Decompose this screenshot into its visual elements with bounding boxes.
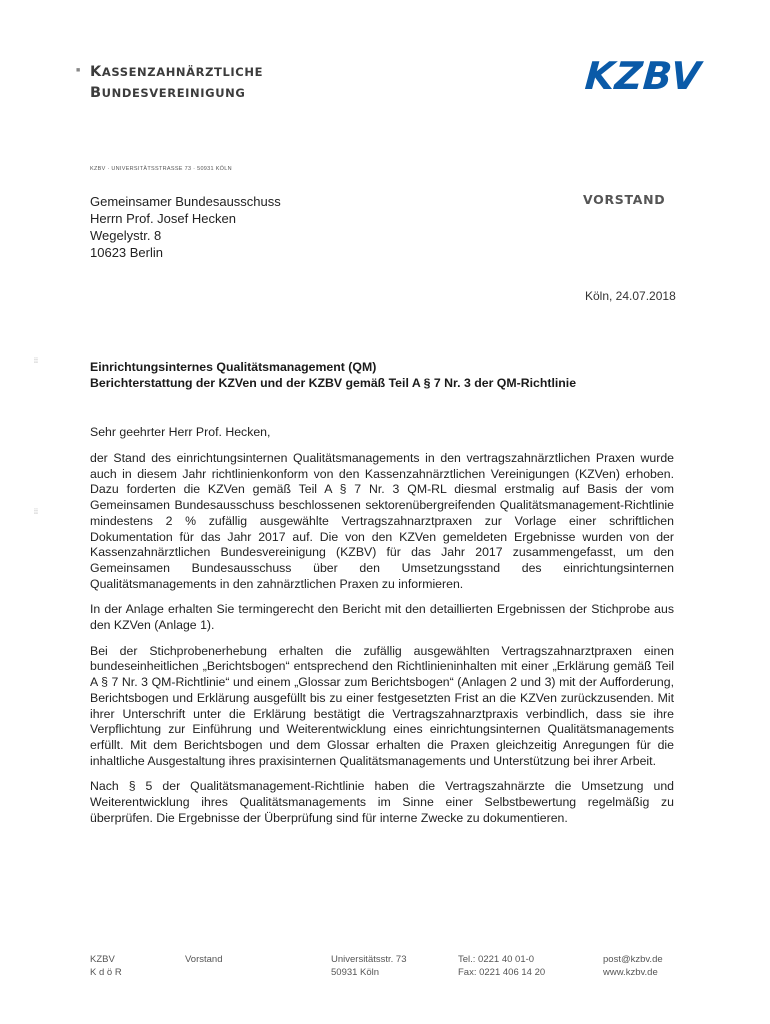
body-paragraph: Bei der Stichprobenerhebung erhalten die zufällig ausgewählten Vertragszahnarztpraxen einen bundeseinheitlichen „Berichtsbogen“ entsprechend den Richtlinieninhalten mit einer „Erklärung gemäß Teil A § 7 Nr. 3 QM-Richtlinie“ und einem „Glossar zum Berichtsbogen“ (Anlagen 2 und 3) mit der Aufforderung, Berichtsbogen und Erklärung ausgefüllt bis zu einer festgesetzten Frist an die KZVen zurückzusenden. Mit ihrer Unterschrift unter die Erklärung bestätigt die Vertragszahnarztpraxis verbindlich, dass sie ihre Verpflichtung zur Einführung und Weiterentwicklung eines einrichtungsinternen Qualitätsmanagements erfüllt. Mit dem Berichtsbogen und dem Glossar erhalten die Praxen gleichzeitig Anregungen für die inhaltliche Ausgestaltung ihres praxisinternen Qualitätsmanagements und Unterstützung bei ihrer Arbeit. <box>90 643 674 768</box>
footer-contact <box>603 953 663 979</box>
footer-address <box>331 953 407 979</box>
letter-date: Köln, 24.07.2018 <box>585 289 676 303</box>
footer-text: Tel.: 0221 40 01-0 <box>458 954 535 965</box>
footer-website: www.kzbv.de <box>603 967 658 978</box>
letter-subject <box>90 359 576 391</box>
footer-text: Universitätsstr. 73 <box>331 954 407 965</box>
letterhead-mark: ■ <box>76 67 81 74</box>
footer-email: post@kzbv.de <box>603 954 663 965</box>
footer-organization <box>90 953 122 979</box>
body-paragraph: Nach § 5 der Qualitätsmanagement-Richtlinie haben die Vertragszahnärzte die Umsetzung und Weiterentwicklung ihres Qualitätsmanagements im Sinne einer Selbstbewertung regelmäßig zu überprüfen. Die Ergebnisse der Überprüfung sind für interne Zwecke zu dokumentieren. <box>90 779 674 825</box>
subject-line-2: Berichterstattung der KZVen und der KZBV gemäß Teil A § 7 Nr. 3 der QM-Richtlinie <box>90 376 577 390</box>
fold-mark: ⁞⁞ <box>34 358 38 365</box>
body-paragraph: In der Anlage erhalten Sie termingerecht den Bericht mit den detaillierten Ergebnissen der Stichprobe aus den KZVen (Anlage 1). <box>90 602 674 633</box>
fold-mark: ⁞⁞ <box>34 509 38 516</box>
recipient-line: Gemeinsamer Bundesausschuss <box>90 194 281 209</box>
kzbv-logo: KZBV <box>583 54 703 98</box>
footer-text: K d ö R <box>90 967 122 978</box>
recipient-address <box>90 193 281 261</box>
organization-line-1: KASSENZAHNÄRZTLICHE <box>90 64 264 80</box>
footer-text: Vorstand <box>185 954 223 965</box>
salutation: Sehr geehrter Herr Prof. Hecken, <box>90 425 271 439</box>
footer-phone <box>458 953 545 979</box>
recipient-line: Wegelystr. 8 <box>90 228 162 243</box>
recipient-line: Herrn Prof. Josef Hecken <box>90 211 236 226</box>
body-paragraph: der Stand des einrichtungsinternen Qualitätsmanagements in den vertragszahnärztlichen Praxen wurde auch in diesem Jahr richtlinienkonform von den Kassenzahnärztlichen Vereinigungen (KZVen) erhoben. Dazu forderten die KZVen gemäß Teil A § 7 Nr. 3 QM-RL diesmal erstmalig auf Basis der vom Gemeinsamen Bundesausschuss beschlossenen sektorenübergreifenden Qualitätsmanagement-Richtlinie mindestens 2 % zufällig ausgewählte Vertragszahnarztpraxen zur Vorlage einer schriftlichen Dokumentation für das Jahr 2017 auf. Die von den KZVen gemeldeten Ergebnisse wurden von der Kassenzahnärztlichen Bundesvereinigung (KZBV) für das Jahr 2017 zusammengefasst, um den Gemeinsamen Bundesausschuss über den Umsetzungsstand des einrichtungsinternen Qualitätsmanagements in den zahnärztlichen Praxen zu informieren. <box>90 451 674 591</box>
footer-text: KZBV <box>90 954 115 965</box>
department-label: VORSTAND <box>583 192 666 207</box>
organization-name <box>90 62 263 104</box>
footer-text: Fax: 0221 406 14 20 <box>458 967 546 978</box>
recipient-line: 10623 Berlin <box>90 245 163 260</box>
sender-address-line: KZBV · UNIVERSITÄTSSTRASSE 73 · 50931 KÖLN <box>90 166 232 172</box>
organization-line-2: BUNDESVEREINIGUNG <box>90 85 246 101</box>
footer-text: 50931 Köln <box>331 967 380 978</box>
subject-line-1: Einrichtungsinternes Qualitätsmanagement (QM) <box>90 360 377 374</box>
footer-board <box>185 953 223 966</box>
letter-body <box>90 451 674 836</box>
